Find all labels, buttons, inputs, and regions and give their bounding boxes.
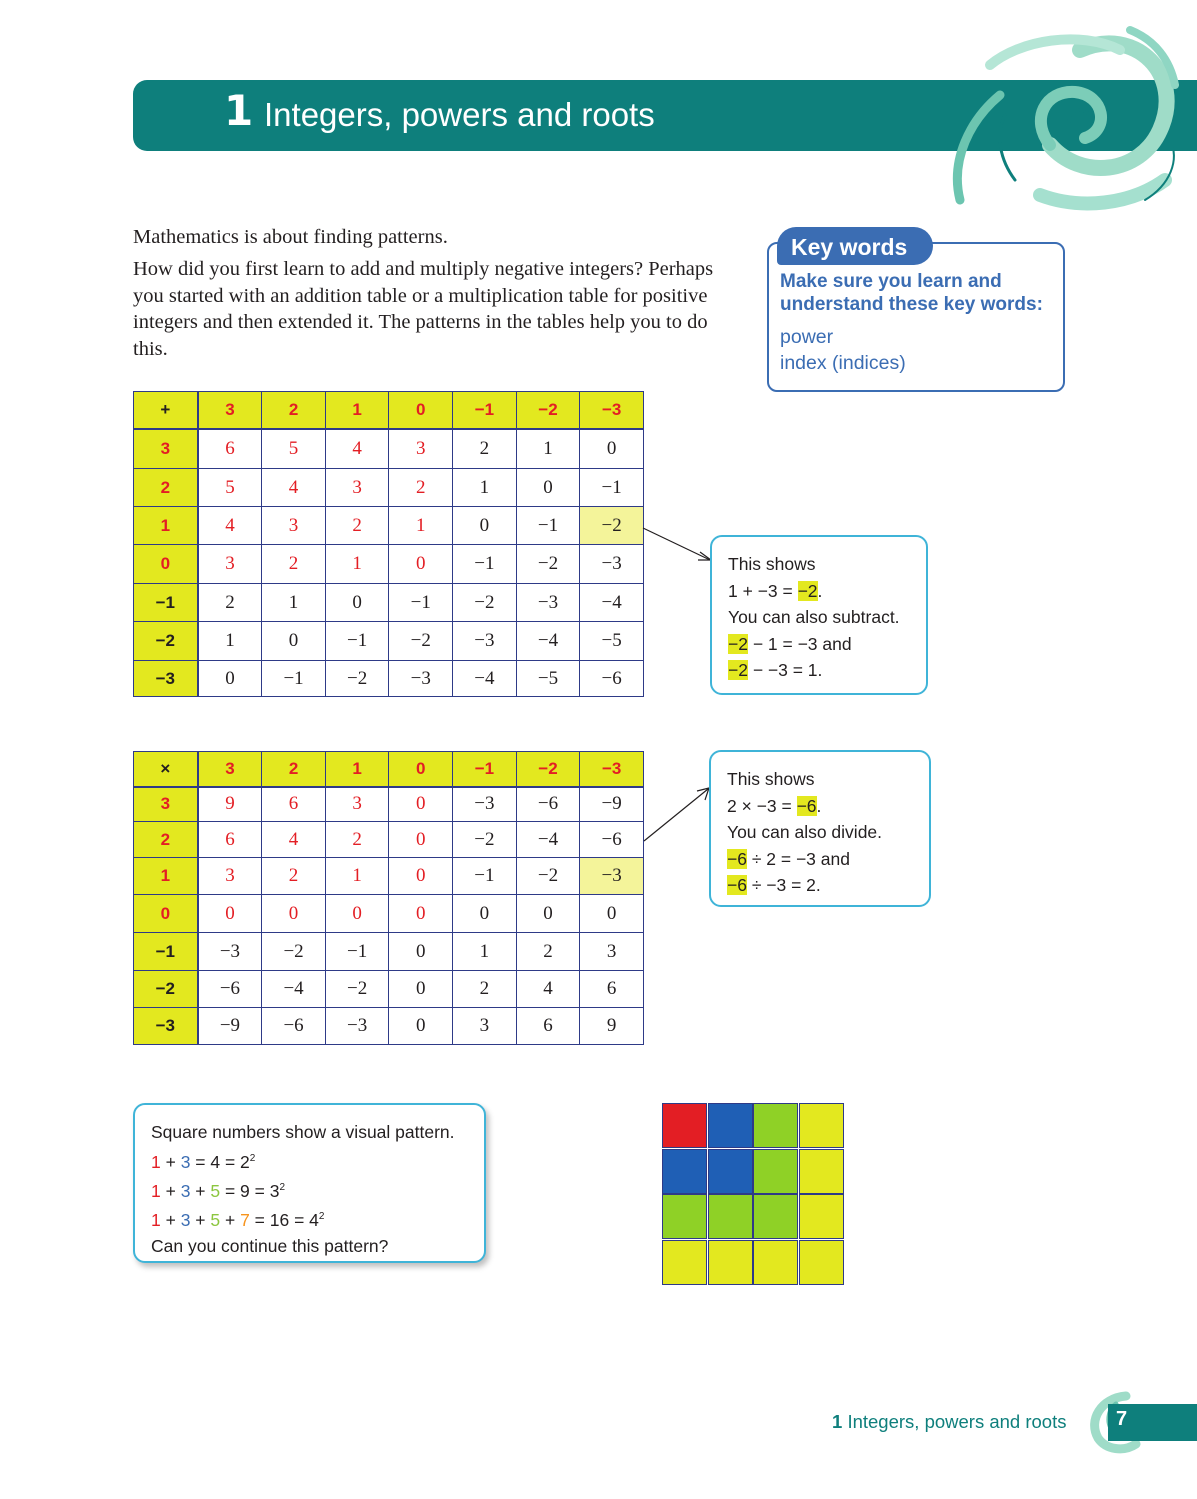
row-header: −1 [134, 933, 198, 971]
callout-text: −2 − 1 = −3 and [728, 633, 852, 654]
table-cell: 2 [389, 469, 453, 507]
table-cell: 9 [580, 1008, 644, 1045]
table-cell: 2 [262, 858, 326, 895]
chapter-title: Integers, powers and roots [264, 96, 655, 133]
row-header: −2 [134, 622, 198, 661]
table-cell: 0 [389, 895, 453, 933]
callout-text: This shows [727, 769, 815, 789]
table-cell: 1 [262, 584, 326, 622]
table-cell: −2 [262, 933, 326, 971]
square-sum-line: $1 + 3 + 5 + 7 = 16 = 4^2$ [151, 1209, 325, 1230]
table-cell: 6 [580, 971, 644, 1008]
grid-square [708, 1103, 753, 1148]
square-number-grid [662, 1103, 844, 1285]
callout-text: Square numbers show a visual pattern. [151, 1122, 455, 1142]
key-word: index (indices) [780, 352, 906, 374]
table-cell: −1 [580, 469, 644, 507]
table-cell: −2 [389, 622, 453, 661]
row-header: 2 [134, 822, 198, 858]
column-header: 2 [262, 752, 326, 787]
table-cell: 4 [198, 507, 262, 545]
table-cell: −1 [389, 584, 453, 622]
table-row [134, 933, 644, 971]
table-cell: 4 [516, 971, 580, 1008]
row-header: 0 [134, 895, 198, 933]
table-row [134, 661, 644, 697]
table-row [134, 584, 644, 622]
grid-square [753, 1194, 798, 1239]
table-cell: 5 [198, 469, 262, 507]
table-cell: −3 [389, 661, 453, 697]
table-operator: × [134, 752, 198, 787]
table-cell: 0 [325, 895, 389, 933]
chapter-number: 1 [224, 86, 254, 135]
square-sum-line: $1 + 3 = 4 = 2^2$ [151, 1151, 256, 1172]
table-cell: −4 [516, 822, 580, 858]
table-cell: 0 [262, 895, 326, 933]
grid-square [662, 1103, 707, 1148]
table-cell: 1 [325, 858, 389, 895]
column-header: −1 [453, 392, 517, 429]
table-cell: −6 [262, 1008, 326, 1045]
addition-callout [710, 535, 928, 695]
column-header: 1 [325, 392, 389, 429]
table-cell: −3 [516, 584, 580, 622]
table-cell: 2 [516, 933, 580, 971]
row-header: −3 [134, 1008, 198, 1045]
row-header: 1 [134, 507, 198, 545]
table-row [134, 545, 644, 584]
table-cell: 0 [325, 584, 389, 622]
table-cell: −2 [516, 858, 580, 895]
table-cell: 0 [198, 661, 262, 697]
column-header: −3 [580, 752, 644, 787]
table-cell: −3 [453, 622, 517, 661]
callout-text: This shows [728, 554, 816, 574]
table-cell: −6 [580, 822, 644, 858]
column-header: 3 [198, 392, 262, 429]
callout-text: 1 + −3 = −2. [728, 580, 823, 601]
intro-line: Mathematics is about finding patterns. [133, 226, 448, 248]
table-cell: 0 [389, 822, 453, 858]
column-header: −2 [516, 752, 580, 787]
table-row [134, 622, 644, 661]
grid-square [753, 1149, 798, 1194]
table-cell: −3 [580, 858, 644, 895]
callout-text: −2 − −3 = 1. [728, 660, 823, 680]
table-cell: 3 [389, 429, 453, 469]
table-row [134, 971, 644, 1008]
table-cell: −1 [325, 622, 389, 661]
table-cell: 0 [516, 895, 580, 933]
table-cell: −9 [580, 787, 644, 822]
table-cell: −4 [453, 661, 517, 697]
table-row [134, 1008, 644, 1045]
table-cell: 1 [325, 545, 389, 584]
table-cell: 0 [516, 469, 580, 507]
table-cell: −9 [198, 1008, 262, 1045]
grid-square [662, 1240, 707, 1285]
table-cell: 2 [453, 971, 517, 1008]
table-cell: −3 [325, 1008, 389, 1045]
table-cell: −1 [453, 858, 517, 895]
grid-square [662, 1194, 707, 1239]
grid-square [662, 1149, 707, 1194]
column-header: −2 [516, 392, 580, 429]
callout-text: 2 × −3 = −6. [727, 795, 822, 816]
table-cell: 0 [389, 787, 453, 822]
addition-table [133, 391, 644, 697]
table-cell: 4 [325, 429, 389, 469]
table-cell: 6 [198, 822, 262, 858]
table-cell: 0 [389, 1008, 453, 1045]
intro-paragraph: How did you first learn to add and multiply negative integers? Perhaps you started with an addition table or a multiplication table for positive integers and then extended it. The patterns in the tables help you to do this. [133, 258, 714, 360]
column-header: 1 [325, 752, 389, 787]
table-cell: 6 [198, 429, 262, 469]
row-header: 0 [134, 545, 198, 584]
table-cell: 0 [198, 895, 262, 933]
table-cell: −2 [453, 822, 517, 858]
grid-square [799, 1103, 844, 1148]
table-cell: 4 [262, 822, 326, 858]
table-cell: 2 [453, 429, 517, 469]
row-header: −3 [134, 661, 198, 697]
table-cell: 0 [580, 895, 644, 933]
column-header: 3 [198, 752, 262, 787]
table-cell: −5 [516, 661, 580, 697]
callout-text: Can you continue this pattern? [151, 1236, 389, 1257]
table-cell: −4 [262, 971, 326, 1008]
callout-text: You can also subtract. [728, 607, 900, 627]
table-cell: 0 [389, 971, 453, 1008]
table-row [134, 787, 644, 822]
table-cell: 3 [198, 858, 262, 895]
grid-square [708, 1194, 753, 1239]
grid-square [753, 1240, 798, 1285]
table-cell: 3 [325, 787, 389, 822]
row-header: 2 [134, 469, 198, 507]
table-cell: −3 [453, 787, 517, 822]
square-numbers-callout [133, 1103, 486, 1263]
callout-text: −6 ÷ −3 = 2. [727, 875, 821, 895]
page-number: 7 [1116, 1408, 1128, 1430]
table-cell: 2 [325, 507, 389, 545]
table-cell: −1 [325, 933, 389, 971]
table-cell: 5 [262, 429, 326, 469]
table-cell: 0 [262, 622, 326, 661]
table-cell: −2 [516, 545, 580, 584]
table-cell: −4 [516, 622, 580, 661]
table-cell: 0 [453, 895, 517, 933]
column-header: 2 [262, 392, 326, 429]
table-cell: 3 [325, 469, 389, 507]
swirl-logo-icon [930, 20, 1197, 220]
table-cell: 1 [198, 622, 262, 661]
table-cell: −3 [198, 933, 262, 971]
table-cell: 0 [453, 507, 517, 545]
table-cell: −4 [580, 584, 644, 622]
table-cell: −3 [580, 545, 644, 584]
table-cell: 3 [580, 933, 644, 971]
table-cell: 1 [516, 429, 580, 469]
table-row [134, 469, 644, 507]
table-cell: 1 [453, 469, 517, 507]
table-cell: 9 [198, 787, 262, 822]
table-cell: 6 [516, 1008, 580, 1045]
multiplication-table [133, 751, 644, 1045]
grid-square [799, 1240, 844, 1285]
table-cell: −6 [516, 787, 580, 822]
table-cell: 2 [262, 545, 326, 584]
callout-text: You can also divide. [727, 822, 883, 842]
table-cell: 0 [389, 858, 453, 895]
table-cell: −1 [262, 661, 326, 697]
table-cell: −1 [516, 507, 580, 545]
row-header: 1 [134, 858, 198, 895]
column-header: 0 [389, 752, 453, 787]
callout-text: −6 ÷ 2 = −3 and [727, 848, 850, 869]
table-cell: −2 [325, 971, 389, 1008]
table-cell: −1 [453, 545, 517, 584]
key-words-tab: Key words [777, 227, 933, 265]
row-header: −2 [134, 971, 198, 1008]
table-cell: 2 [198, 584, 262, 622]
table-cell: −2 [325, 661, 389, 697]
table-cell: 0 [389, 545, 453, 584]
table-row [134, 858, 644, 895]
table-cell: 3 [198, 545, 262, 584]
key-word: power [780, 326, 834, 348]
grid-square [708, 1240, 753, 1285]
column-header: −1 [453, 752, 517, 787]
arrow-icon [640, 520, 720, 570]
footer-chapter: 1 Integers, powers and roots [832, 1411, 1067, 1432]
row-header: 3 [134, 787, 198, 822]
table-cell: −6 [198, 971, 262, 1008]
grid-square [799, 1149, 844, 1194]
table-cell: 6 [262, 787, 326, 822]
table-cell: −2 [453, 584, 517, 622]
table-cell: 1 [453, 933, 517, 971]
key-words-intro: Make sure you learn and understand these key words: [780, 271, 1043, 315]
table-cell: 2 [325, 822, 389, 858]
arrow-icon [640, 785, 720, 845]
table-operator: + [134, 392, 198, 429]
multiplication-callout [709, 750, 931, 907]
row-header: 3 [134, 429, 198, 469]
grid-square [708, 1149, 753, 1194]
square-sum-line: $1 + 3 + 5 = 9 = 3^2$ [151, 1180, 286, 1201]
table-row [134, 429, 644, 469]
table-row [134, 822, 644, 858]
table-row [134, 895, 644, 933]
table-cell: 3 [453, 1008, 517, 1045]
table-row [134, 507, 644, 545]
table-cell: 0 [389, 933, 453, 971]
column-header: 0 [389, 392, 453, 429]
row-header: −1 [134, 584, 198, 622]
table-cell: 1 [389, 507, 453, 545]
column-header: −3 [580, 392, 644, 429]
grid-square [799, 1194, 844, 1239]
table-cell: 0 [580, 429, 644, 469]
table-cell: −5 [580, 622, 644, 661]
table-cell: 4 [262, 469, 326, 507]
table-cell: −2 [580, 507, 644, 545]
table-cell: 3 [262, 507, 326, 545]
grid-square [753, 1103, 798, 1148]
table-cell: −6 [580, 661, 644, 697]
